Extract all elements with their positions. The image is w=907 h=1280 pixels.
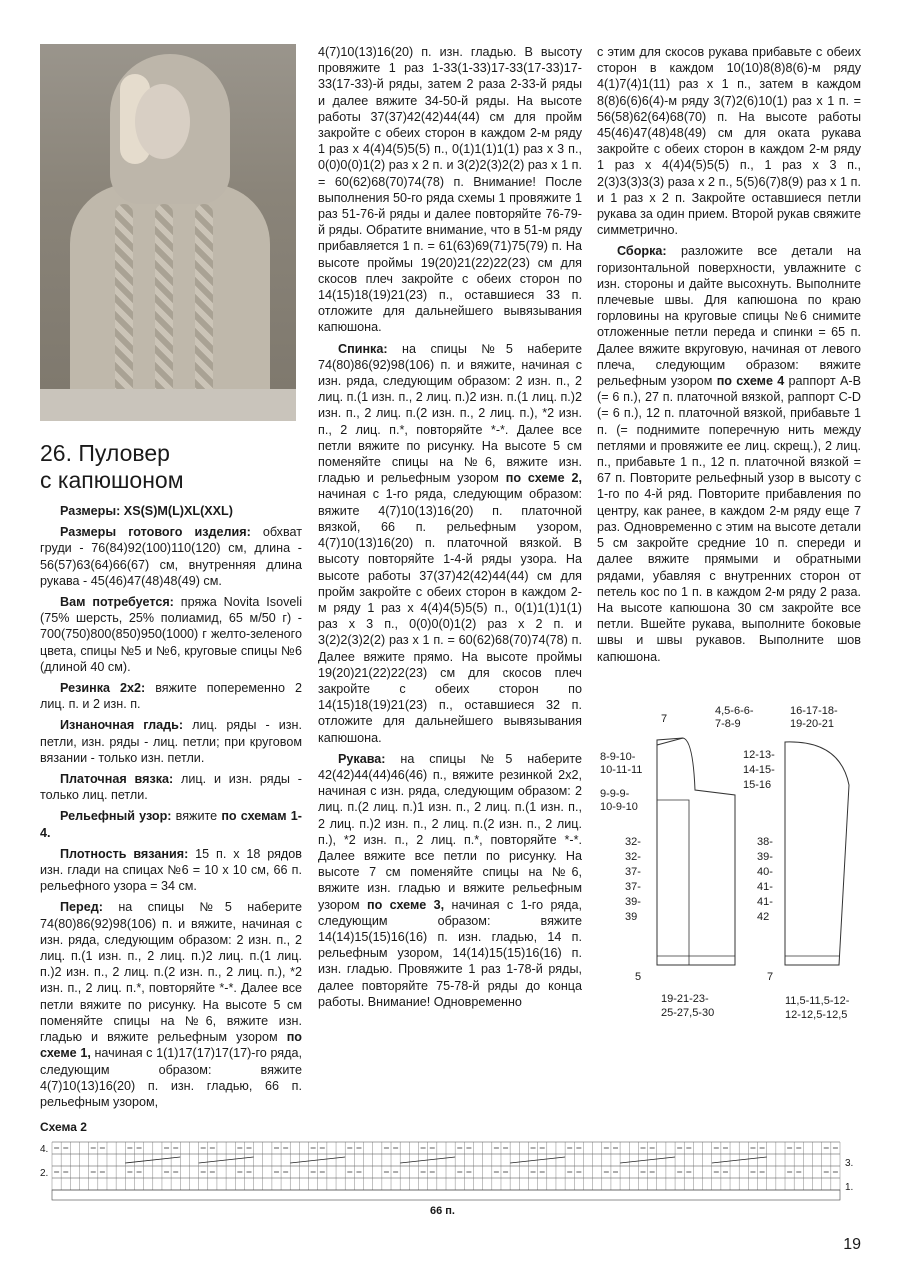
section-text: 4(7)10(13)16(20) п. изн. гладью. В высоту провяжите 1 раз 1-33(1-33)17-33(17-33)17-33(17-33)-й ряды, затем 2 раза 2-33-й ряды и далее вяжите 34-50-й ряды. На высоте работы 37(37)42(42)44(44) см для пройм закройте с обеих сторон в каждом 2-м ряду 1 раз х 4(4)4(5)5(5) п., 0(1)1(1)1(1) раз х 3 п., 0(0)0(0)1(2) раз х 2 п. и 3(2)2(3)2(2) раз х 1 п. = 60(62)68(70)74(78) п. Внимание! После выполнения 50-го ряда схемы 1 провяжите 1 раз 51-76-й ряды и далее повторяйте 76-79-й ряды. Обратите внимание, что в 51-м ряду прибавляется 1 п. = 61(63)69(71)75(79) п. На высоте проймы 19(20)21(22)22(23) см для скосов плеч закройте с обеих сторон по 14(15)18(19)21(23) п., оставшиеся 33 п. отложите для дальнейшего вывязывания капюшона. bbox=[318, 45, 582, 335]
section-label: Рукава: bbox=[338, 751, 386, 766]
section-label: по схеме 4 bbox=[716, 374, 785, 389]
section-label: Спинка: bbox=[338, 341, 388, 356]
armhole-line bbox=[657, 800, 689, 965]
section-text: пряжа Novita Isoveli (75% шерсть, 25% полиамид, 65 м/50 г) - 700(750)800(850)950(1000) г желто-зеленого цвета, спицы №5 и №6, круговые спицы №6 (длиной 40 см). bbox=[40, 595, 302, 674]
section-text: лиц. и изн. ряды - только лиц. петли. bbox=[40, 772, 302, 803]
label-shoulder-1: 9-9-9- bbox=[600, 788, 630, 800]
article-title bbox=[40, 440, 184, 494]
label-body-top: 7 bbox=[661, 713, 668, 725]
label-body-len-6: 39 bbox=[625, 911, 638, 923]
section-text: раппорт А-В (= 6 п.), 27 п. платочной вязкой, раппорт С-D (= 6 п.), 12 п. платочной вязкой, прибавьте 1 п. (= поднимите поперечную нить между петлями и провяжите ее лиц. скрещ.), 2 лиц. п., прибавьте 1 п., 12 п. платочной вязкой = 67 п. Повторите рельефный узор в высоту с 1-го по 4-й ряд. Повторите прибавления по центру, как ранее, в каждом 2-м ряду еще 7 раз. Одновременно с этим на высоте детали 5 см закройте средние 10 п. спереди и далее вяжите прямыми и обратными рядами, убавляя с внутренних сторон от петель кос по 1 п. в каждом 2-м ряду 2 раза. На высоте капюшона 30 см закройте все петли. Вшейте рукава, выполните боковые швы и швы рукавов. Выполните шов капюшона. bbox=[597, 374, 861, 664]
scheme-2-svg bbox=[40, 1138, 860, 1208]
cable-pattern bbox=[115, 204, 133, 404]
label-sleeve-len-6: 42 bbox=[757, 911, 770, 923]
cable-pattern bbox=[195, 204, 213, 404]
label-neck-2: 7-8-9 bbox=[715, 718, 741, 730]
paragraph bbox=[40, 717, 302, 766]
label-shoulder-2: 10-9-10 bbox=[600, 801, 638, 813]
section-text: на спицы №5 наберите 74(80)86(92)98(106) п. и вяжите, начиная с изн. ряда, следующим образом: 2 изн. п., 2 лиц. п.(1 изн. п., 2 лиц. п.)2 лиц. п.(1 лиц. п.)2 изн. п., 2 лиц. п.(2 изн. п., 2 лиц. п.), *2 изн. п., 2 лиц. п.*, повторяйте *-*. Далее все петли вяжите по рисунку. На высоте 5 см поменяйте спицы на №6, вяжите изн. гладью и вяжите рельефным узором bbox=[40, 900, 302, 1045]
section-text: начиная с 1-го ряда, следующим образом: вяжите 4(7)10(13)16(20) п. платочной вязкой, 66 п. рельефным узором, 4(7)10(13)16(20) п. платочной вязкой. В высоту повторяйте 1-4-й ряды узора. На высоте работы 37(37)42(42)44(44) см для пройм закройте с обеих сторон в каждом 2-м ряду 1 раз х 4(4)4(5)5(5) п., 0(1)1(1)1(1) раз х 3 п., 0(0)0(0)1(2) раз х 2 п. и 3(2)2(3)2(2) раз х 1 п. = 60(62)68(70)74(78) п. Далее вяжите прямо. На высоте проймы 19(20)21(22)22(23) см для скосов плеч закройте с обеих сторон по 14(15)18(19)21(23) п., оставшиеся 32 п. отложите для дальнейшего вывязывания капюшона. bbox=[318, 487, 582, 745]
section-text: на спицы №5 наберите 74(80)86(92)98(106) п. и вяжите, начиная с изн. ряда, следующим образом: 2 изн. п., 2 лиц. п.(1 изн. п., 2 лиц. п.)2 изн. п.(1 лиц. п.)2 изн. п., 2 лиц. п.(2 изн. п., 2 лиц. п.), *2 изн. п., 2 лиц. п.*, повторяйте *-*. Далее все петли вяжите по рисунку. На высоте 5 см поменяйте спицы на №6, вяжите изн. гладью и рельефным узором bbox=[318, 341, 582, 486]
body-outline bbox=[657, 738, 735, 965]
section-label: по схеме 2, bbox=[505, 471, 582, 486]
page-number: 19 bbox=[843, 1236, 861, 1253]
paragraph bbox=[40, 594, 302, 675]
label-sleeve-len-5: 41- bbox=[757, 896, 773, 908]
section-text: XS(S)M(L)XL(XXL) bbox=[120, 504, 233, 518]
text-column-1 bbox=[40, 503, 302, 1115]
edge-row bbox=[52, 1190, 840, 1200]
sleeve-outline bbox=[785, 742, 849, 965]
section-label: Платочная вязка: bbox=[60, 772, 174, 787]
label-sleeve-top-2: 19-20-21 bbox=[790, 718, 835, 730]
label-body-width-1: 19-21-23- bbox=[661, 993, 709, 1005]
label-armhole-2: 10-11-11 bbox=[600, 764, 643, 776]
label-neck-1: 4,5-6-6- bbox=[715, 705, 754, 717]
section-label: Вам потребуется: bbox=[60, 595, 174, 610]
label-body-width-2: 25-27,5-30 bbox=[661, 1007, 715, 1019]
label-armhole-1: 8-9-10- bbox=[600, 751, 636, 763]
section-label: Плотность вязания: bbox=[60, 846, 189, 861]
paragraph bbox=[318, 341, 582, 746]
model-photo bbox=[40, 44, 296, 421]
section-label: Резинка 2х2: bbox=[60, 681, 146, 696]
label-sleeve-len-4: 41- bbox=[757, 881, 773, 893]
label-sleeve-len-3: 40- bbox=[757, 866, 773, 878]
section-label: Рельефный узор: bbox=[60, 809, 172, 824]
section-text: обхват груди - 76(84)92(100)110(120) см, длина - 56(57)63(64)66(67) см, внутренняя длина рукава - 45(46)47(48)48(49) см. bbox=[40, 525, 302, 588]
title-line-1: 26. Пуловер bbox=[40, 440, 170, 466]
section-label: Перед: bbox=[60, 900, 103, 915]
label-body-len-4: 37- bbox=[625, 881, 641, 893]
section-text: разложите все детали на горизонтальной поверхности, увлажните с изн. стороны и дайте высохнуть. Выполните плечевые швы. Для капюшона по краю горловины на круговые спицы №6 снимите отложенные петли переда и спинки = 65 п. Далее вяжите вкруговую, начиная от левого плеча, следующим образом: вяжите рельефным узором bbox=[597, 244, 861, 389]
label-cap-1: 12-13- bbox=[743, 749, 775, 761]
label-cap-3: 15-16 bbox=[743, 779, 772, 791]
section-text: начиная с 1-го ряда, следующим образом: вяжите 14(14)15(15)16(16) п. изн. гладью, 14 п. рельефным узором, 14(14)15(15)16(16) п. изн. гладью. Провяжите 1 раз 1-78-й ряды, далее повторяйте 75-78-й ряды до конца работы. Внимание! Одновременно bbox=[318, 897, 582, 1009]
label-rib-sleeve: 7 bbox=[767, 971, 774, 983]
paragraph bbox=[40, 808, 302, 840]
label-sleeve-width-1: 11,5-11,5-12- bbox=[785, 995, 850, 1007]
paragraph bbox=[40, 524, 302, 589]
label-sleeve-len-2: 39- bbox=[757, 851, 773, 863]
section-text: 15 п. х 18 рядов изн. глади на спицах №6 = 10 х 10 см, 66 п. рельефного узора = 34 см. bbox=[40, 846, 302, 894]
section-label: по схеме 1, bbox=[40, 1030, 302, 1061]
label-body-len-5: 39- bbox=[625, 896, 641, 908]
section-text: вяжите bbox=[171, 809, 222, 824]
section-label: Изнаночная гладь: bbox=[60, 718, 184, 733]
paragraph bbox=[40, 899, 302, 1110]
paragraph bbox=[597, 243, 861, 664]
text-column-2 bbox=[318, 44, 582, 1015]
label-sleeve-width-2: 12-12,5-12,5 bbox=[785, 1009, 848, 1021]
label-body-len-3: 37- bbox=[625, 866, 641, 878]
section-text: на спицы №5 наберите 42(42)44(44)46(46) п., вяжите резинкой 2х2, начиная с изн. ряда, следующим образом: 2 лиц. п.(2 лиц. п.)1 изн. п., 2 лиц. п.(1 изн. п., 2 лиц. п.)2 изн. п., 2 лиц. п.(2 изн. п., 2 лиц. п.), *2 изн. п., 2 лиц. п.*, повторяйте *-*. Далее вяжите все петли по рисунку. На высоте 7 см поменяйте спицы на №6, вяжите изн. гладью и вяжите рельефным узором bbox=[318, 751, 582, 912]
label-cap-2: 14-15- bbox=[743, 764, 775, 776]
section-text: вяжите попеременно 2 лиц. п. и 2 изн. п. bbox=[40, 681, 302, 712]
text-column-3 bbox=[597, 44, 861, 670]
scheme2-row-2: 2. bbox=[40, 1168, 49, 1179]
title-line-2: с капюшоном bbox=[40, 467, 184, 493]
paragraph bbox=[40, 771, 302, 803]
scheme2-row-1: 1. bbox=[845, 1182, 854, 1193]
paragraph bbox=[40, 503, 302, 519]
label-body-len-2: 32- bbox=[625, 851, 641, 863]
paragraph bbox=[40, 846, 302, 895]
section-label: Размеры готового изделия: bbox=[60, 525, 251, 540]
section-label: по схемам 1-4. bbox=[40, 809, 302, 840]
face-shape bbox=[135, 84, 190, 159]
section-text: лиц. ряды - изн. петли, изн. ряды - лиц. петли; при круговом вязании - только изн. петли. bbox=[40, 718, 302, 765]
pattern-schematic bbox=[595, 700, 885, 1030]
railing bbox=[40, 389, 296, 421]
schematic-svg bbox=[595, 700, 885, 1030]
scheme-2-title: Схема 2 bbox=[40, 1120, 87, 1134]
label-sleeve-len-1: 38- bbox=[757, 836, 773, 848]
label-body-len-1: 32- bbox=[625, 836, 641, 848]
paragraph bbox=[40, 680, 302, 712]
label-sleeve-top-1: 16-17-18- bbox=[790, 705, 838, 717]
scheme2-row-4: 4. bbox=[40, 1144, 49, 1155]
paragraph bbox=[318, 751, 582, 1010]
section-label: Сборка: bbox=[617, 244, 667, 259]
paragraph bbox=[597, 44, 861, 238]
scheme2-row-3: 3. bbox=[845, 1158, 854, 1169]
section-label: по схеме 3, bbox=[366, 897, 445, 912]
section-label: Размеры: bbox=[60, 504, 121, 518]
paragraph bbox=[318, 44, 582, 336]
section-text: начиная с 1(1)17(17)17(17)-го ряда, следующим образом: вяжите 4(7)10(13)16(20) п. изн. гладью, 66 п. рельефным узором, bbox=[40, 1046, 302, 1109]
section-text: с этим для скосов рукава прибавьте с обеих сторон в каждом 10(10)8(8)8(6)-м ряду 4(1)7(4)1(11) раз х 1 п., затем в каждом 8(8)6(6)6(4)-м ряду 3(7)2(6)10(1) раз х 1 п. = 56(58)62(64)68(70) п. На высоте работы 45(46)47(48)48(49) см для оката рукава закройте с обеих сторон в каждом 2-м ряду 1 раз х 4(4)4(5)5(5) п., 1 раз х 3 п., 2(3)3(3)3(3) раза х 2 п., 5(5)6(7)8(9) раз х 1 п. и 1 раз х 2 п. Закройте оставшиеся петли рукава за один прием. Второй рукав свяжите симметрично. bbox=[597, 45, 861, 238]
cable-pattern bbox=[155, 204, 173, 404]
stitch-count: 66 п. bbox=[430, 1205, 455, 1217]
label-rib-body: 5 bbox=[635, 971, 642, 983]
scheme-2-chart bbox=[40, 1138, 860, 1208]
